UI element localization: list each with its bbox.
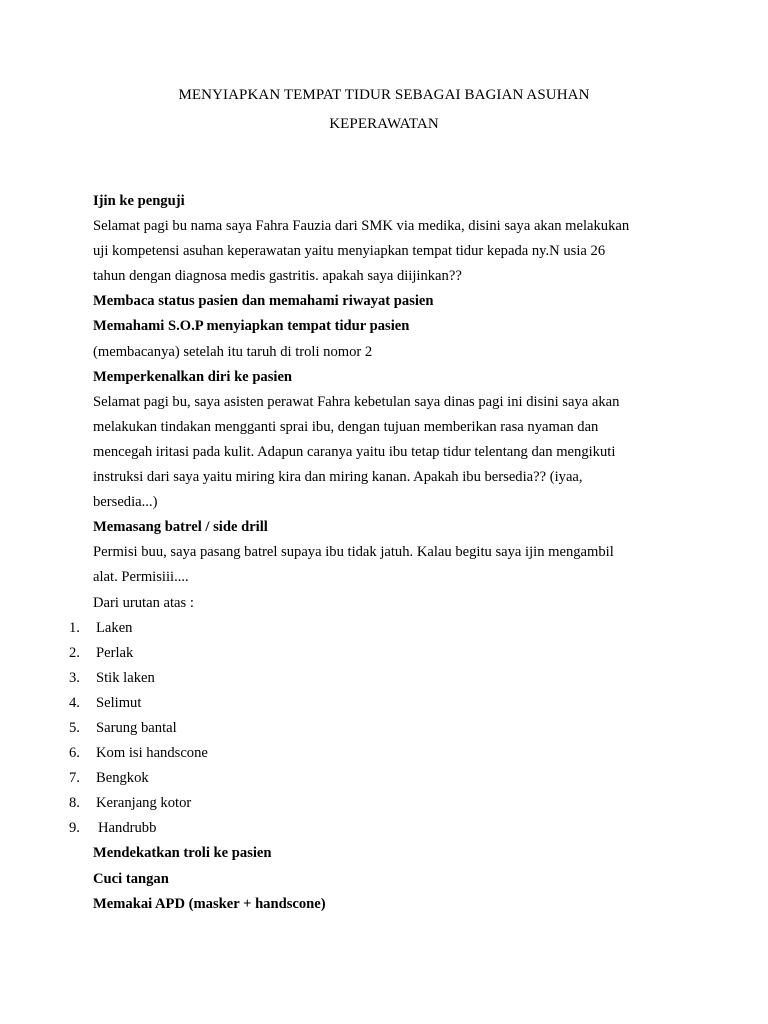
list-item (69, 795, 673, 820)
heading-apd: Memakai APD (masker + handscone) (93, 895, 326, 912)
list-number: 3. (69, 669, 80, 686)
list-text: Stik laken (96, 669, 155, 686)
list-number: 5. (69, 719, 80, 736)
heading-ijin: Ijin ke penguji (93, 193, 185, 209)
list-item (69, 745, 673, 770)
list-item (69, 619, 673, 645)
heading-sop: Memahami S.O.P menyiapkan tempat tidur pasien (93, 318, 410, 335)
list-item (69, 820, 673, 845)
list-number: 2. (69, 644, 80, 661)
list-text: Sarung bantal (96, 719, 177, 736)
list-number: 9. (69, 820, 80, 837)
list-number: 6. (69, 745, 80, 762)
list-text: Bengkok (96, 770, 149, 787)
paragraph-line: mencegah iritasi pada kulit. Adapun caranya yaitu ibu tetap tidur telentang dan mengikuti (93, 443, 616, 460)
list-item (69, 644, 673, 670)
paragraph-line: instruksi dari saya yaitu miring kira dan miring kanan. Apakah ibu bersedia?? (iyaa, (93, 469, 583, 486)
list-text: Keranjang kotor (96, 795, 192, 812)
heading-batrel: Memasang batrel / side drill (93, 519, 268, 536)
list-text: Handrubb (98, 820, 157, 837)
list-item (69, 719, 673, 745)
document-title-line-2: KEPERAWATAN (329, 116, 439, 132)
list-number: 8. (69, 795, 80, 812)
heading-status: Membaca status pasien dan memahami riwayat pasien (93, 293, 434, 310)
list-item (69, 694, 673, 720)
paragraph-line: (membacanya) setelah itu taruh di troli nomor 2 (93, 343, 373, 360)
paragraph-line: tahun dengan diagnosa medis gastritis. apakah saya diijinkan?? (93, 268, 462, 285)
document-body (69, 193, 673, 921)
paragraph-line: Selamat pagi bu nama saya Fahra Fauzia dari SMK via medika, disini saya akan melakukan (93, 218, 630, 235)
paragraph-line: Dari urutan atas : (93, 594, 194, 611)
paragraph-line: uji kompetensi asuhan keperawatan yaitu menyiapkan tempat tidur kepada ny.N usia 26 (93, 243, 606, 260)
list-item (69, 770, 673, 795)
paragraph-line: melakukan tindakan mengganti sprai ibu, dengan tujuan memberikan rasa nyaman dan (93, 418, 599, 435)
list-number: 1. (69, 619, 80, 636)
list-text: Kom isi handscone (96, 745, 208, 762)
list-text: Laken (96, 619, 133, 636)
list-text: Selimut (96, 694, 142, 711)
heading-cuci: Cuci tangan (93, 870, 169, 887)
heading-kenal: Memperkenalkan diri ke pasien (93, 368, 293, 385)
list-text: Perlak (96, 644, 134, 661)
list-number: 4. (69, 694, 80, 711)
paragraph-line: Selamat pagi bu, saya asisten perawat Fahra kebetulan saya dinas pagi ini disini saya akan (93, 393, 620, 410)
list-number: 7. (69, 770, 80, 787)
list-item (69, 669, 673, 695)
paragraph-line: Permisi buu, saya pasang batrel supaya ibu tidak jatuh. Kalau begitu saya ijin mengambil (93, 544, 614, 561)
paragraph-line: alat. Permisiii.... (93, 569, 189, 586)
paragraph-line: bersedia...) (93, 494, 158, 511)
heading-troli: Mendekatkan troli ke pasien (93, 845, 272, 862)
document-title-line-1: MENYIAPKAN TEMPAT TIDUR SEBAGAI BAGIAN ASUHAN (178, 87, 590, 103)
